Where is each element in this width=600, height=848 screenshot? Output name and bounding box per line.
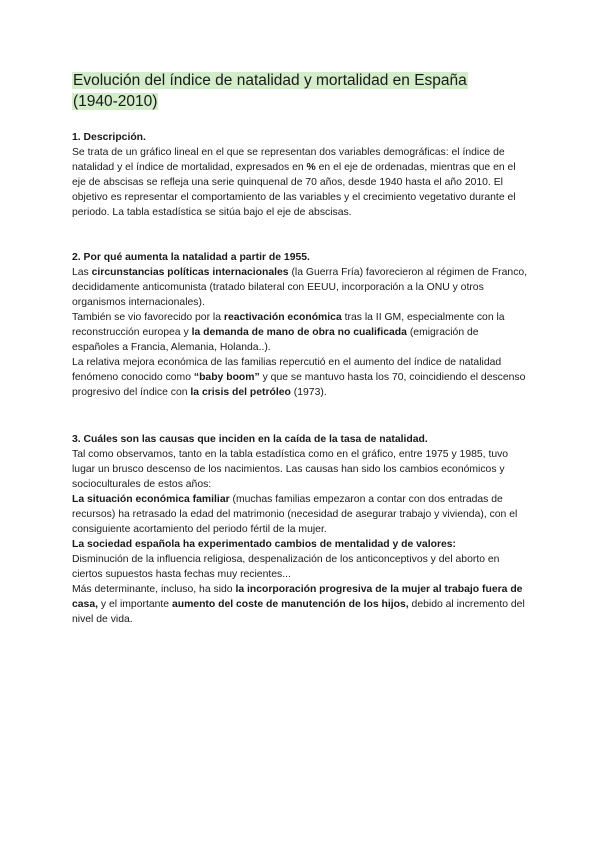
text-run: debido al incremento del nivel de vida. [72,599,525,625]
section-2-paragraph-1 [72,265,528,310]
text-run: en el eje de ordenadas, mientras que en el eje de abscisas se refleja una serie quinquenal de 70 años, desde 1940 hasta el año 2010. El objetivo es representar el comportamiento de las variables y el crecimiento vegetativo durante el periodo. La tabla estadística se sitúa bajo el eje de abscisas. [72,162,516,218]
text-run: Más determinante, incluso, ha sido [72,584,236,595]
section-2-paragraph-3 [72,355,528,400]
section-description [72,130,528,220]
section-3-heading: 3. Cuáles son las causas que inciden en la caída de la tasa de natalidad. [72,434,428,445]
title-line-2: (1940-2010) [73,93,158,110]
bold-run: La sociedad española ha experimentado cambios de mentalidad y de valores: [72,539,457,550]
document-title [72,70,522,112]
bold-run: “baby boom” [193,372,260,383]
bold-run: aumento del coste de manutención de los hijos, [171,599,409,610]
section-2-paragraph-2 [72,310,528,355]
text-run: La relativa mejora económica de las familias repercutió en el aumento del índice de natalidad fenómeno conocido como [72,357,502,383]
bold-run: La situación económica familiar [72,494,230,505]
bold-run: reactivación económica [223,312,342,323]
section-3-paragraph-3 [72,537,528,552]
section-birth-rate-decline [72,432,528,627]
bold-run: la demanda de mano de obra no cualificada [191,327,407,338]
text-run: (la Guerra Fría) favorecieron al régimen de Franco, decididamente anticomunista (tratado bilateral con EEUU, incorporación a la ONU y otros organismos internacionales). [72,267,528,308]
bold-run: % [306,162,316,173]
section-3-paragraph-5 [72,582,528,627]
bold-run: la incorporación progresiva de la mujer al trabajo fuera de casa, [72,584,523,610]
text-run: También se vio favorecido por la [72,312,224,323]
text-run: (1973). [290,387,327,398]
text-run: Las [72,267,92,278]
text-run: (emigración de españoles a Francia, Alemania, Holanda..). [72,327,479,353]
text-run: (muchas familias empezaron a contar con dos entradas de recursos) ha retrasado la edad del matrimonio (necesidad de asegurar trabajo y vivienda), con el consiguiente acortamiento del periodo fértil de la mujer. [72,494,518,535]
section-1-paragraph [72,145,528,220]
section-birth-rate-increase [72,250,528,400]
section-3-paragraph-1: Tal como observamos, tanto en la tabla estadística como en el gráfico, entre 1975 y 1985, tuvo lugar un brusco descenso de los nacimientos. Las causas han sido los cambios económicos y socioculturales de estos años: [72,449,509,490]
section-2-heading: 2. Por qué aumenta la natalidad a partir de 1955. [72,252,310,263]
title-line-1: Evolución del índice de natalidad y mortalidad en España [73,72,467,89]
bold-run: la crisis del petróleo [190,387,291,398]
section-1-heading: 1. Descripción. [72,132,146,143]
text-run: Se trata de un gráfico lineal en el que se representan dos variables demográficas: el índice de natalidad y el índice de mortalidad, expresados en [72,147,505,173]
text-run: y que se mantuvo hasta los 70, coincidiendo el descenso progresivo del índice con [72,372,526,398]
section-3-paragraph-2 [72,492,528,537]
bold-run: circunstancias políticas internacionales [91,267,289,278]
text-run: y el importante [98,599,172,610]
text-run: tras la II GM, especialmente con la reconstrucción europea y [72,312,505,338]
section-3-paragraph-4: Disminución de la influencia religiosa, despenalización de los anticonceptivos y del aborto en ciertos supuestos hasta fechas muy recientes... [72,554,500,580]
